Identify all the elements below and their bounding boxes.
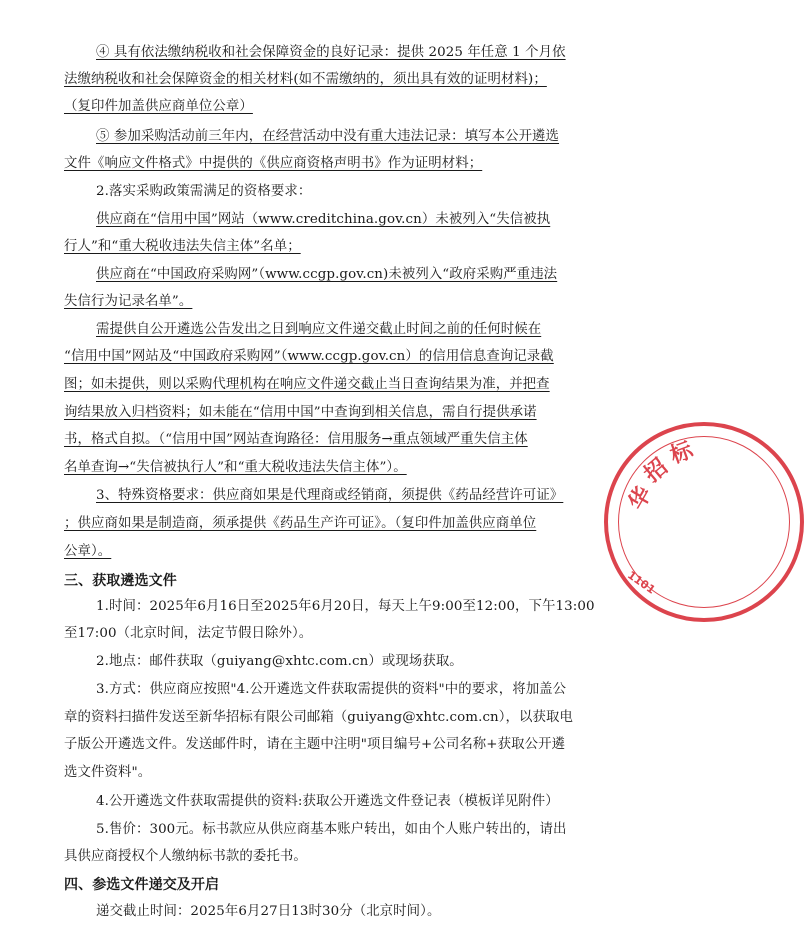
section-heading: 四、参选文件递交及开启 [64,877,220,893]
text-line: 公章）。 [64,544,112,559]
text-line: 法缴纳税收和社会保障资金的相关材料(如不需缴纳的，须出具有效的证明材料)； [64,72,547,87]
text-line: ；供应商如果是制造商，须承提供《药品生产许可证》。（复印件加盖供应商单位 [64,516,537,531]
company-seal [604,422,804,622]
seal-char: 标 [667,437,697,469]
section-heading: 三、获取遴选文件 [64,573,177,589]
text-line: 3.方式：供应商应按照"4.公开遴选文件获取需提供的资料"中的要求，将加盖公 [96,682,567,697]
text-line: “信用中国”网站及“中国政府采购网”（www.ccgp.gov.cn）的信用信息查询记录截 [64,349,554,364]
text-line: ⑤ 参加采购活动前三年内，在经营活动中没有重大违法记录：填写本公开遴选 [96,129,560,144]
text-line: 选文件资料"。 [64,765,152,780]
text-line: 4.公开遴选文件获取需提供的资料:获取公开遴选文件登记表（模板详见附件） [96,794,559,809]
text-line: （复印件加盖供应商单位公章） [64,99,253,114]
text-line: 供应商在“信用中国”网站（www.creditchina.gov.cn）未被列入“失信被执 [96,212,551,227]
text-line: 供应商在“中国政府采购网”（www.ccgp.gov.cn)未被列入“政府采购严重违法 [96,267,558,282]
text-line: 1.时间：2025年6月16日至2025年6月20日，每天上午9:00至12:00，下午13:00 [96,599,595,614]
text-line: 2.地点：邮件获取（guiyang@xhtc.com.cn）或现场获取。 [96,654,463,669]
text-line: 递交截止时间：2025年6月27日13时30分（北京时间）。 [96,904,441,919]
text-line: 需提供自公开遴选公告发出之日到响应文件递交截止时间之前的任何时候在 [96,322,542,337]
seal-char: 招 [639,454,673,488]
seal-number: 1101 [625,568,658,597]
text-line: 图；如未提供，则以采购代理机构在响应文件递交截止当日查询结果为准，并把查 [64,377,550,392]
text-line: 书，格式自拟。（“信用中国”网站查询路径：信用服务→重点领域严重失信主体 [64,432,528,447]
text-line: ④ 具有依法缴纳税收和社会保障资金的良好记录：提供 2025 年任意 1 个月依 [96,45,566,60]
text-line: 询结果放入归档资料；如未能在“信用中国”中查询到相关信息，需自行提供承诺 [64,405,537,420]
text-line: 子版公开遴选文件。发送邮件时，请在主题中注明"项目编号+公司名称+获取公开遴 [64,737,566,752]
text-line: 2.落实采购政策需满足的资格要求： [96,184,312,199]
text-line: 至17:00（北京时间，法定节假日除外）。 [64,626,313,641]
text-line: 文件《响应文件格式》中提供的《供应商资格声明书》作为证明材料； [64,156,483,171]
text-line: 3、特殊资格要求：供应商如果是代理商或经销商，须提供《药品经营许可证》 [96,488,564,503]
text-line: 名单查询→“失信被执行人”和“重大税收违法失信主体”）。 [64,460,407,475]
text-line: 行人”和“重大税收违法失信主体”名单； [64,239,301,254]
seal-char: 华 [624,482,658,515]
text-line: 5.售价：300元。标书款应从供应商基本账户转出，如由个人账户转出的，请出 [96,822,567,837]
text-line: 章的资料扫描件发送至新华招标有限公司邮箱（guiyang@xhtc.com.cn），以获取电 [64,710,574,725]
text-line: 具供应商授权个人缴纳标书款的委托书。 [64,849,307,864]
text-line: 失信行为记录名单”。 [64,294,193,309]
